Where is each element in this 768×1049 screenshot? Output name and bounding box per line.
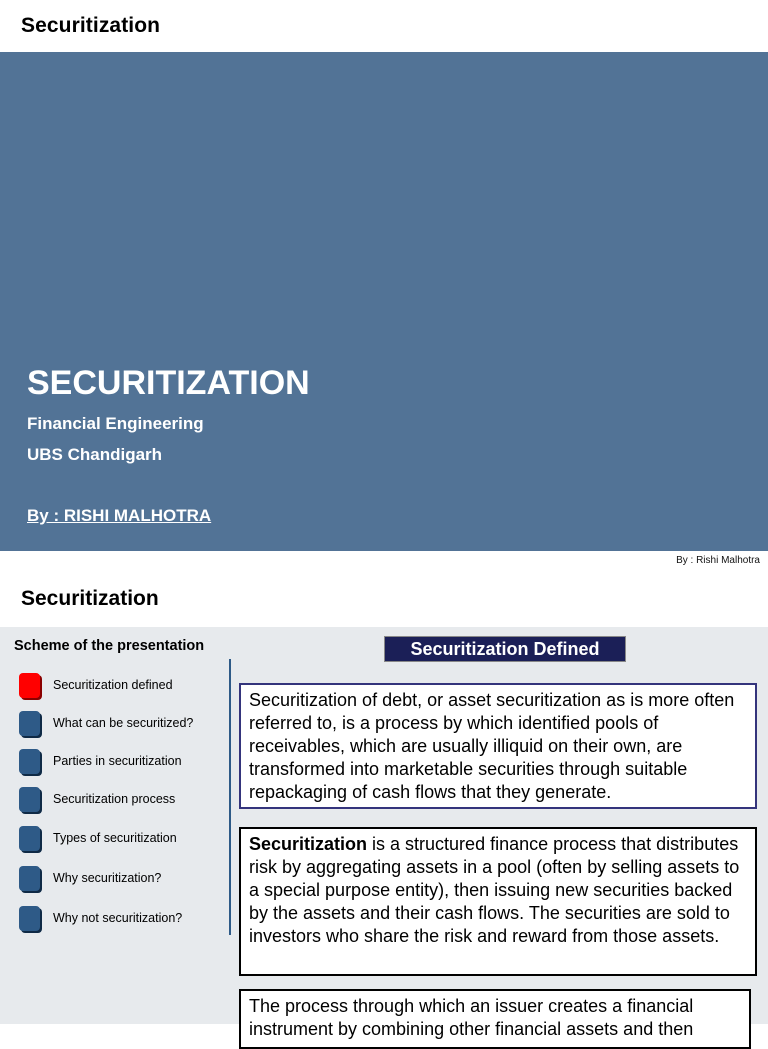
bullet-square-icon: [19, 866, 40, 891]
bullet-square-icon: [19, 906, 40, 931]
menu-item-label: Why not securitization?: [53, 911, 183, 925]
slide-author: By : RISHI MALHOTRA: [27, 506, 212, 525]
document-title: Securitization: [21, 14, 161, 37]
bullet-square-icon: [19, 749, 40, 774]
slide-subtitle-course: Financial Engineering: [27, 414, 204, 433]
content-slide: [0, 627, 768, 1039]
menu-item-label: Why securitization?: [53, 871, 162, 885]
definition-box-3: The process through which an issuer creates a financial instrument by combining other financial assets and then: [239, 989, 751, 1049]
menu-item-label: Parties in securitization: [53, 754, 182, 768]
menu-item-label: Types of securitization: [53, 831, 177, 845]
scheme-title: Scheme of the presentation: [14, 638, 205, 654]
document-title-2: Securitization: [21, 587, 159, 610]
menu-item-what-can-be-securitized[interactable]: [19, 709, 219, 737]
bullet-square-icon: [19, 673, 40, 698]
definition-box-2: [239, 827, 757, 976]
menu-item-parties[interactable]: [19, 747, 219, 775]
vertical-divider: [229, 659, 231, 935]
menu-item-process[interactable]: [19, 785, 219, 813]
slide-footer-note: By : Rishi Malhotra: [676, 555, 760, 566]
section-title: Securitization Defined: [384, 636, 626, 662]
menu-item-why-not[interactable]: [19, 904, 219, 932]
menu-item-label: Securitization defined: [53, 678, 173, 692]
menu-item-types[interactable]: [19, 824, 219, 852]
slide-title: SECURITIZATION: [27, 364, 310, 402]
menu-item-why[interactable]: [19, 864, 219, 892]
bullet-square-icon: [19, 711, 40, 736]
slide-subtitle-school: UBS Chandigarh: [27, 445, 163, 464]
definition-term: Securitization: [249, 834, 368, 854]
menu-item-label: Securitization process: [53, 792, 176, 806]
definition-text: is a structured finance process that distributes risk by aggregating assets in a pool (often by selling assets to a special purpose entity), then issuing new securities backed by the assets and their cash flows. The securities are sold to investors who share the risk and reward from those assets.: [249, 834, 740, 946]
menu-item-securitization-defined[interactable]: [19, 671, 219, 699]
menu-item-label: What can be securitized?: [53, 716, 194, 730]
bullet-square-icon: [19, 787, 40, 812]
definition-box-1: Securitization of debt, or asset securitization as is more often referred to, is a process by which identified pools of receivables, which are usually illiquid on their own, are transformed into marketable securities through suitable repackaging of cash flows that they generate.: [239, 683, 757, 809]
bullet-square-icon: [19, 826, 40, 851]
title-slide: [0, 52, 768, 551]
